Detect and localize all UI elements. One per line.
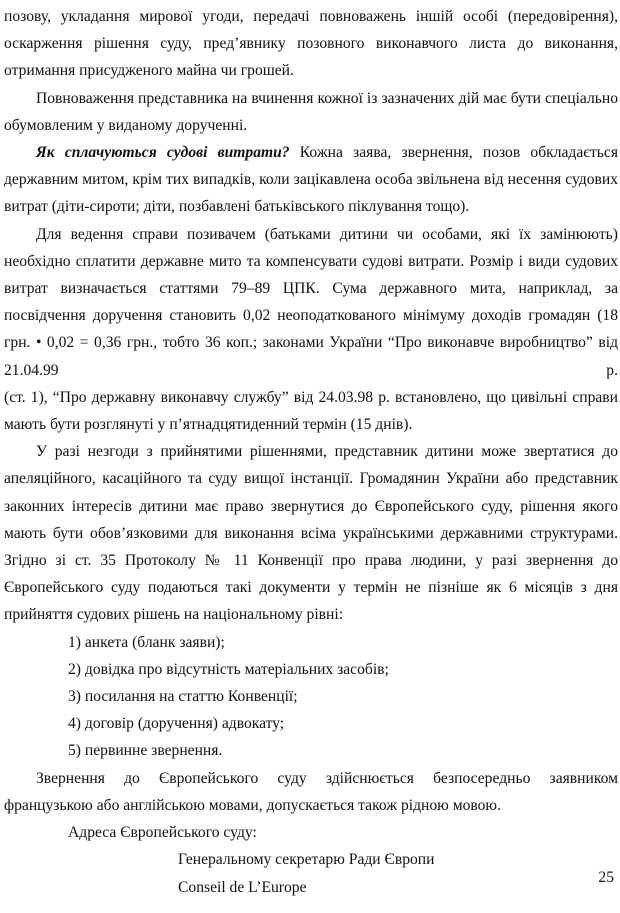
address-line: Генеральному секретарю Ради Європи [178, 851, 435, 869]
document-page [2, 0, 620, 913]
list-item: 5) первинне звернення. [68, 742, 223, 760]
section-lead-heading: Як сплачуються судові витрати? [36, 144, 290, 162]
body-text [4, 3, 618, 901]
list-item: 3) посилання на статтю Конвенції; [68, 688, 298, 706]
page-number: 25 [598, 869, 614, 886]
paragraph-text: Кожна заява, звернення, позов обкладається державним митом, крім тих випадків, коли зацікавлена особа звільнена від несення судових витрат (діти-сироти; діти, позбавлені батьківського піклування тощо). [4, 144, 618, 216]
paragraph: Для ведення справи позивачем (батьками дитини чи особами, які їх замінюють) необхідно сплатити державне мито та компенсувати судові витрати. Розмір і види судових витрат визначається статтями 79–89 ЦПК. Сума державного мита, наприклад, за посвідчення доручення становить 0,02 неоподаткованого мінімуму доходів громадян (18 грн. • 0,02 = 0,36 грн., тобто 36 коп.; законами України “Про виконавче виробництво” від 21.04.99 р. [4, 225, 618, 379]
paragraph: позову, укладання мирової угоди, передачі повноважень іншій особі (передовірення), оскарження рішення суду, пред’явнику позовного виконавчого листа до виконання, отримання присудженого майна чи грошей. [4, 8, 618, 80]
list-item: 2) довідка про відсутність матеріальних засобів; [68, 660, 389, 678]
paragraph [4, 139, 618, 221]
paragraph: У разі незгоди з прийнятими рішеннями, представник дитини може звертатися до апеляційного, касаційного та суду вищої інстанції. Громадянин України або представник законних інтересів дитини має право звернутися до Європейського суду, рішення якого мають бути обов’язковими для виконання всіма українськими державними структурами. Згідно зі ст. 35 Протоколу № 11 Конвенції про права людини, у разі звернення до Європейського суду подаються такі документи у термін не пізніше як 6 місяців з дня прийняття судових рішень на національному рівні: [4, 443, 618, 624]
paragraph: Звернення до Європейського суду здійснюється безпосередньо заявником французькою або англійською мовами, допускається також рідною мовою. [4, 769, 618, 814]
list-item: 4) договір (доручення) адвокату; [68, 715, 285, 733]
paragraph: Повноваження представника на вчинення кожної із зазначених дій має бути спеціально обумовленим у виданому дорученні. [4, 89, 618, 134]
list-item: 1) анкета (бланк заяви); [68, 633, 225, 651]
paragraph: (ст. 1), “Про державну виконавчу службу” від 24.03.98 р. встановлено, що цивільні справи мають бути розглянуті у п’ятнадцятиденний термін (15 днів). [4, 388, 618, 434]
address-line: Conseil de L’Europe [178, 878, 307, 896]
address-label: Адреса Європейського суду: [68, 824, 257, 842]
